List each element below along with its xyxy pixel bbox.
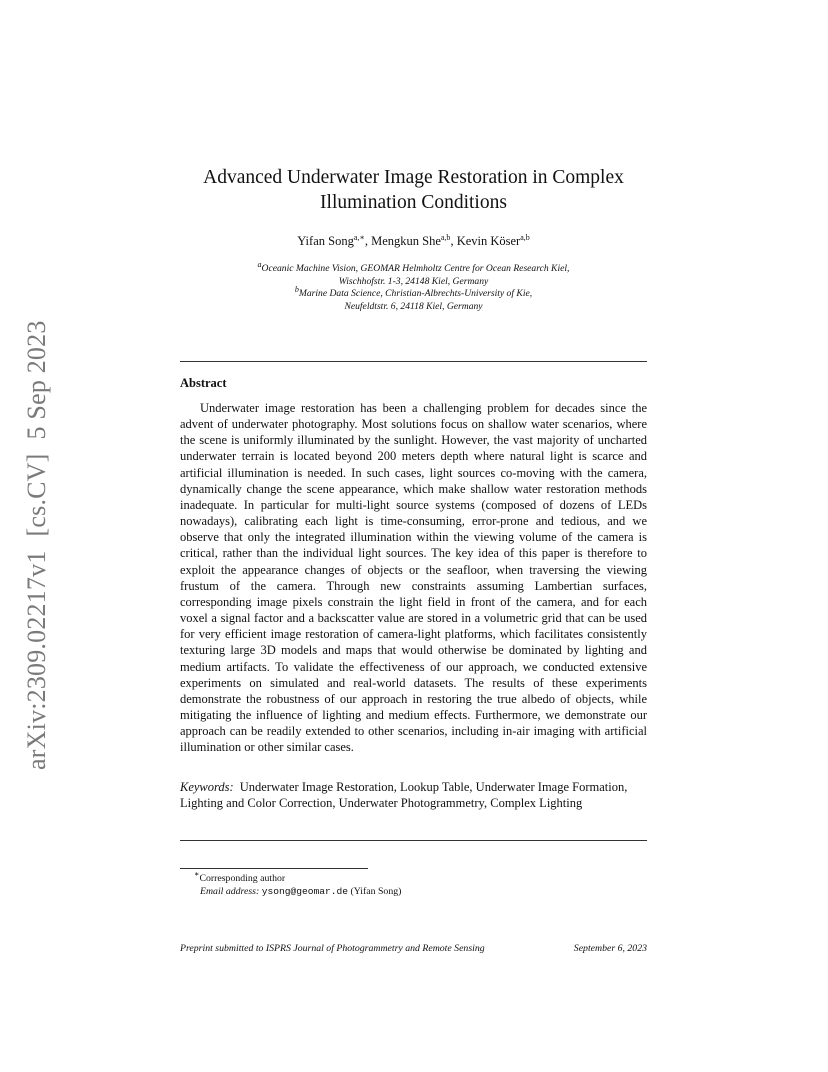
author-list [180,233,647,249]
arxiv-date: 5 Sep 2023 [22,320,51,440]
affiliation-a [180,259,647,276]
affil-text: Oceanic Machine Vision, GEOMAR Helmholtz Centre for Ocean Research Kiel, [261,263,570,274]
footnote-mark: ∗ [194,869,200,879]
arxiv-category: [cs.CV] [22,453,51,537]
author-affil-sup: a,b [520,232,530,242]
affil-sup: b [294,285,299,294]
author-name: Kevin Köser [456,234,521,248]
footer-journal: Preprint submitted to ISPRS Journal of Photogrammetry and Remote Sensing [180,943,485,954]
keywords-label: Keywords: [180,780,234,794]
affil-text: Marine Data Science, Christian-Albrechts-University of Kie, [298,288,533,300]
abstract-top-rule [180,361,647,362]
keywords [180,779,647,811]
affiliation-b [180,285,647,301]
footnote [180,869,647,898]
footnote-text: Corresponding author [199,873,286,884]
author-affil-sup: a,b [440,232,451,242]
affiliations [180,259,647,313]
title-line: Illumination Conditions [320,192,507,213]
author-name: Mengkun She [371,234,441,248]
author-name: Yifan Song [297,234,354,248]
author-affil-sup: a,∗ [353,232,365,242]
email-owner: (Yifan Song) [350,886,402,897]
affiliation-a-address: Wischhofstr. 1-3, 24148 Kiel, Germany [338,275,489,287]
arxiv-id[interactable]: arXiv:2309.02217v1 [22,550,51,770]
abstract-bottom-rule [180,840,647,841]
paper-title [180,165,647,215]
author-separator: , [450,234,457,248]
footnote-email [180,885,647,898]
footnote-rule [180,868,368,869]
affiliation-b-address: Neufeldtstr. 6, 24118 Kiel, Germany [344,300,483,312]
abstract-body: Underwater image restoration has been a challenging problem for decades since the advent of underwater photography. Most solutions focus on shallow water scenarios, where the scene is uniformly illuminated by the sunlight. However, the vast majority of uncharted underwater terrain is located beyond 200 meters depth where natural light is scarce and artificial illumination is needed. In such cases, light sources co-moving with the camera, dynamically change the scene appearance, which make shallow water restoration methods inadequate. In particular for multi-light source systems (composed of dozens of LEDs nowadays), calibrating each light is time-consuming, error-prone and tedious, and we observe that only the integrated illumination within the viewing volume of the camera is critical, rather than the individual light sources. The key idea of this paper is therefore to exploit the appearance changes of objects or the seafloor, when traversing the viewing frustum of the camera. Through new constraints assuming Lambertian surfaces, corresponding image pixels constrain the light field in front of the camera, and for each voxel a signal factor and a backscatter value are stored in a volumetric grid that can be used for very efficient image restoration of camera-light platforms, which facilitates consistently texturing large 3D models and maps that would otherwise be dominated by lighting and medium artifacts. To validate the effectiveness of our approach, we conducted extensive experiments on simulated and real-world datasets. The results of these experiments demonstrate the robustness of our approach in restoring the true albedo of objects, while mitigating the influence of lighting and medium effects. Furthermore, we demonstrate our approach can be readily extended to other scenarios, including in-air imaging with artificial illumination or other similar cases. [180,401,647,755]
keywords-text: Underwater Image Restoration, Lookup Table, Underwater Image Formation, Lighting and Color Correction, Underwater Photogrammetry, Complex Lighting [180,780,628,811]
email-label: Email address: [200,886,260,897]
abstract-heading: Abstract [180,376,227,390]
affil-sup: a [257,259,262,269]
email-link[interactable]: ysong@geomar.de [261,886,349,897]
footer-date: September 6, 2023 [573,943,647,954]
title-line: Advanced Underwater Image Restoration in Complex [203,167,624,188]
footnote-corresponding [180,869,647,885]
arxiv-stamp[interactable] [22,290,56,770]
author-separator: , [364,234,372,248]
